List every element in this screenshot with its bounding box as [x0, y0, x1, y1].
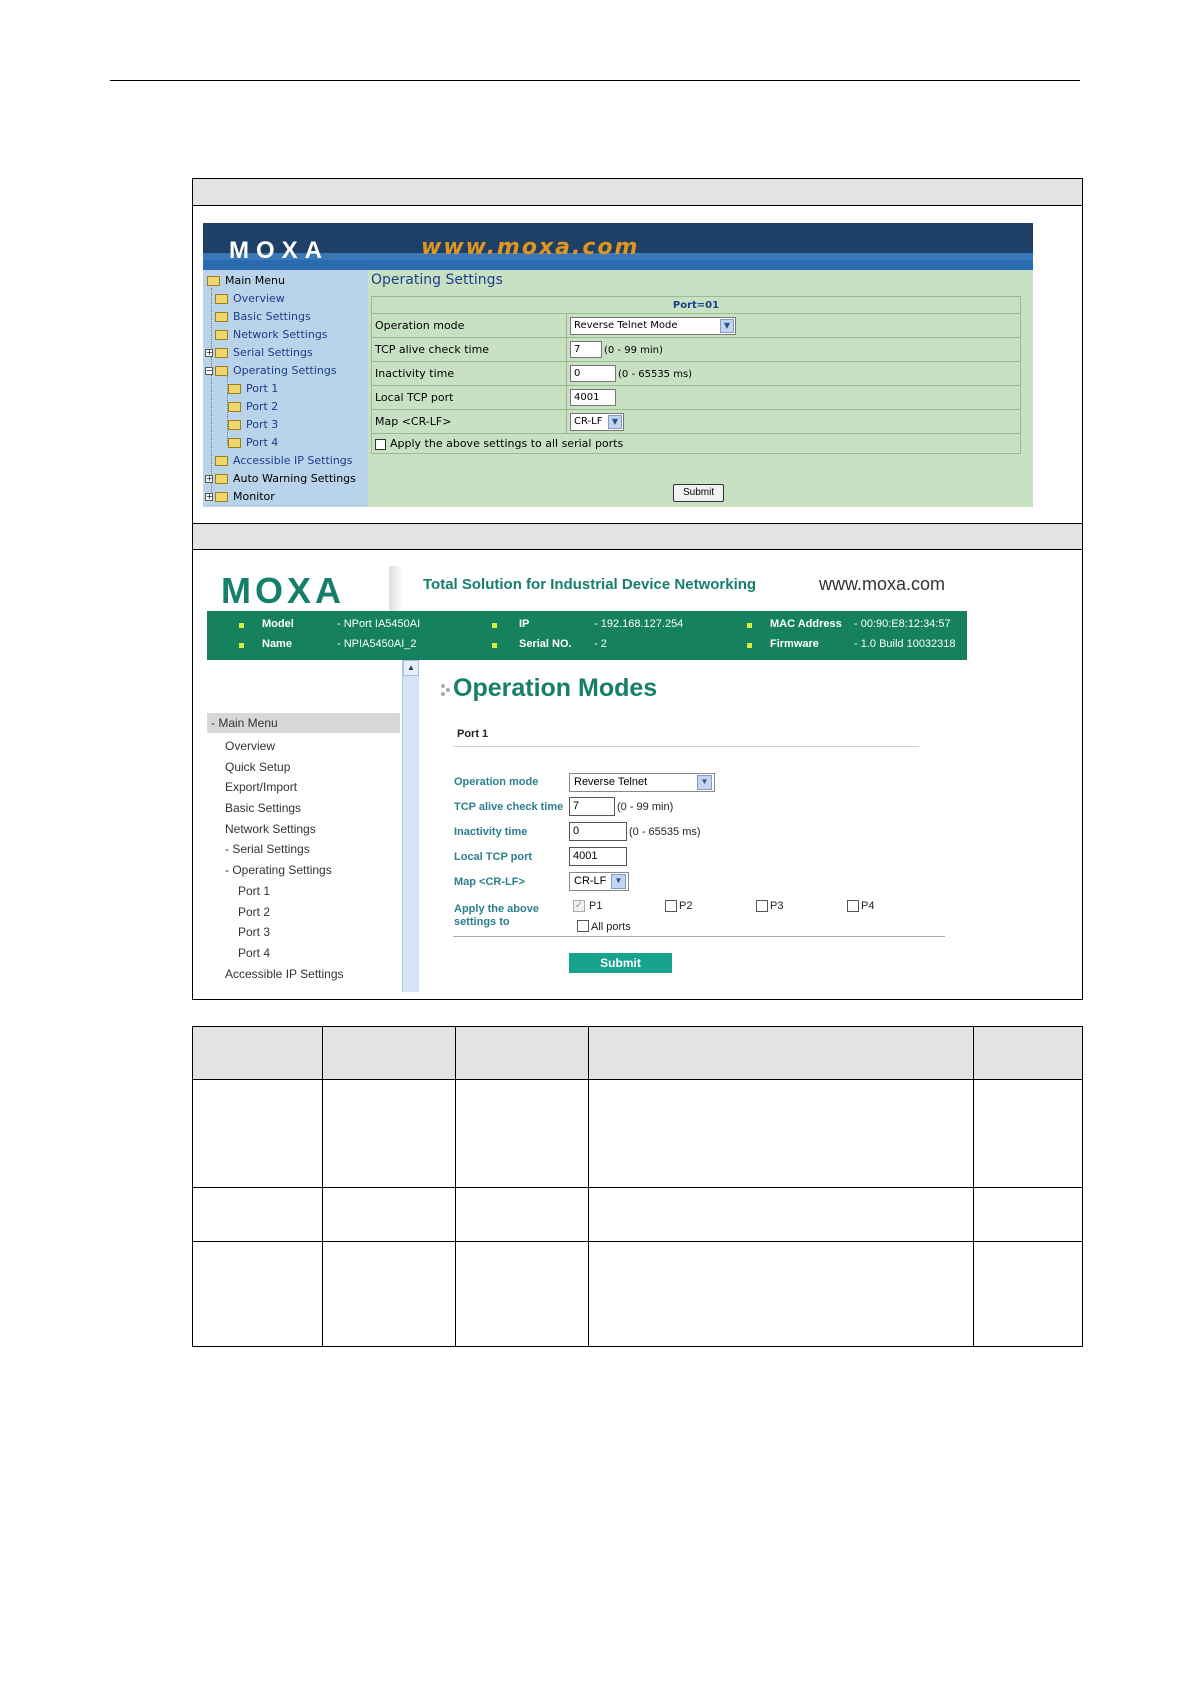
- bullet-icon: [747, 623, 752, 628]
- folder-icon: [228, 420, 241, 430]
- new-main-panel: [419, 660, 967, 992]
- port-header: Port=01: [372, 297, 1021, 314]
- firmware-label: Firmware: [770, 638, 819, 650]
- tcp-alive-input[interactable]: 7: [570, 341, 602, 358]
- divider: [453, 936, 945, 937]
- expand-icon[interactable]: +: [206, 347, 213, 357]
- inactivity-range: (0 - 65535 ms): [629, 826, 701, 838]
- sidebar-item-accessible-ip[interactable]: Accessible IP Settings: [225, 967, 344, 981]
- expand-icon[interactable]: +: [206, 491, 213, 501]
- moxa-url: www.moxa.com: [421, 235, 640, 260]
- device-info-bar: [207, 611, 967, 660]
- bullet-icon: [747, 643, 752, 648]
- sidebar-item-overview[interactable]: Overview: [215, 292, 285, 305]
- map-select[interactable]: CR-LF ▼: [570, 413, 624, 431]
- local-tcp-input[interactable]: 4001: [570, 389, 616, 406]
- map-select[interactable]: CR-LF ▼: [569, 872, 629, 891]
- ip-value: - 192.168.127.254: [594, 618, 684, 630]
- screenshot-frame: [192, 178, 1083, 1000]
- sidebar-item-operating-settings[interactable]: - Operating Settings: [225, 863, 332, 877]
- sidebar-item-operating-settings[interactable]: − Operating Settings: [206, 364, 337, 377]
- folder-open-icon: [207, 276, 220, 286]
- operation-mode-label: Operation mode: [454, 776, 539, 788]
- main-menu-header[interactable]: - Main Menu: [207, 713, 400, 733]
- chevron-down-icon: ▼: [611, 874, 626, 889]
- all-ports-label: All ports: [591, 921, 631, 933]
- map-label: Map <CR-LF>: [454, 876, 525, 888]
- divider: [453, 746, 919, 747]
- site-url: www.moxa.com: [819, 574, 946, 594]
- local-tcp-label: Local TCP port: [454, 851, 533, 863]
- sidebar-item-port-2[interactable]: Port 2: [238, 905, 271, 919]
- tcp-alive-range: (0 - 99 min): [604, 344, 663, 356]
- folder-icon: [228, 402, 241, 412]
- sidebar-item-port-1[interactable]: Port 1: [238, 884, 271, 898]
- sidebar-item-basic-settings[interactable]: Basic Settings: [225, 801, 302, 815]
- model-value: - NPort IA5450AI: [337, 618, 421, 630]
- new-sidebar: [207, 660, 402, 992]
- bullet-icon: [239, 643, 244, 648]
- bullet-icon: [492, 623, 497, 628]
- tagline: Total Solution for Industrial Device Networking: [423, 576, 757, 593]
- moxa-logo: MOXA: [221, 570, 345, 611]
- old-sidebar: [203, 270, 368, 507]
- apply-label-line1: Apply the above: [454, 903, 539, 915]
- port-p1-label: P1: [589, 900, 603, 912]
- expand-icon[interactable]: +: [206, 473, 213, 483]
- operation-mode-label: Operation mode: [372, 314, 567, 338]
- table-header-row: [193, 1027, 1083, 1080]
- folder-icon: [215, 294, 228, 304]
- bullet-icon: [239, 623, 244, 628]
- old-banner: [203, 223, 1033, 270]
- tcp-alive-label: TCP alive check time: [372, 338, 567, 362]
- table-row: [193, 1242, 1083, 1347]
- inactivity-label: Inactivity time: [454, 826, 528, 838]
- all-ports-checkbox[interactable]: [577, 920, 589, 932]
- apply-all-checkbox[interactable]: [375, 439, 386, 450]
- port-p4-label: P4: [861, 900, 875, 912]
- apply-label-line2: settings to: [454, 916, 510, 928]
- folder-icon: [215, 474, 228, 484]
- page-title: Operation Modes: [453, 674, 658, 702]
- sidebar-item-port-2[interactable]: Port 2: [228, 400, 278, 413]
- name-label: Name: [262, 638, 292, 650]
- apply-all-label: Apply the above settings to all serial ports: [390, 437, 624, 450]
- map-label: Map <CR-LF>: [372, 410, 567, 434]
- old-web-console: [203, 223, 1033, 507]
- folder-open-icon: [215, 366, 228, 376]
- folder-icon: [228, 438, 241, 448]
- chevron-down-icon: ▼: [720, 319, 734, 333]
- inactivity-range: (0 - 65535 ms): [618, 368, 693, 380]
- inactivity-input[interactable]: 0: [569, 822, 627, 841]
- port-p3-label: P3: [770, 900, 784, 912]
- port-p3-checkbox[interactable]: [756, 900, 768, 912]
- sidebar-item-port-4[interactable]: Port 4: [238, 946, 271, 960]
- sidebar-item-serial-settings[interactable]: - Serial Settings: [225, 842, 310, 856]
- sidebar-item-network-settings[interactable]: Network Settings: [225, 822, 316, 836]
- ip-label: IP: [519, 618, 530, 630]
- sidebar-item-port-1[interactable]: Port 1: [228, 382, 278, 395]
- folder-icon: [215, 330, 228, 340]
- caption-bar-old: [193, 179, 1082, 206]
- sidebar-item-overview[interactable]: Overview: [225, 739, 276, 753]
- inactivity-input[interactable]: 0: [570, 365, 616, 382]
- sidebar-item-port-3[interactable]: Port 3: [238, 925, 271, 939]
- port-label: Port 1: [457, 728, 489, 740]
- chevron-down-icon: ▼: [608, 415, 622, 429]
- sidebar-scrollbar[interactable]: [402, 660, 419, 992]
- serial-label: Serial NO.: [519, 638, 572, 650]
- page-title: Operating Settings: [371, 272, 503, 288]
- submit-button[interactable]: Submit: [673, 484, 724, 502]
- sidebar-item-port-3[interactable]: Port 3: [228, 418, 278, 431]
- operation-mode-select[interactable]: Reverse Telnet ▼: [569, 773, 715, 792]
- folder-icon: [215, 312, 228, 322]
- inactivity-label: Inactivity time: [372, 362, 567, 386]
- mac-label: MAC Address: [770, 618, 842, 630]
- folder-icon: [215, 456, 228, 466]
- table-row: [193, 1188, 1083, 1242]
- local-tcp-input[interactable]: 4001: [569, 847, 627, 866]
- header-rule: [110, 80, 1080, 81]
- moxa-logo: MOXA: [229, 237, 329, 264]
- sidebar-item-main-menu[interactable]: Main Menu: [207, 274, 285, 287]
- sidebar-item-basic-settings[interactable]: Basic Settings: [215, 310, 311, 323]
- tcp-alive-label: TCP alive check time: [454, 801, 564, 813]
- firmware-value: - 1.0 Build 10032318: [854, 638, 956, 650]
- chevron-down-icon: ▼: [697, 775, 712, 790]
- model-label: Model: [262, 618, 294, 630]
- submit-button[interactable]: Submit: [569, 953, 672, 973]
- old-main-panel: [368, 270, 1033, 507]
- folder-icon: [215, 348, 228, 358]
- title-bullet-icon: [441, 684, 453, 696]
- port-p1-checkbox: ✓: [574, 900, 584, 911]
- settings-table: [371, 296, 1021, 454]
- scroll-up-icon[interactable]: ▲: [403, 660, 419, 676]
- sidebar-item-auto-warning[interactable]: + Auto Warning Settings: [206, 472, 356, 485]
- table-row: [193, 1080, 1083, 1188]
- operation-mode-select[interactable]: Reverse Telnet Mode ▼: [570, 317, 736, 335]
- sidebar-item-quick-setup[interactable]: Quick Setup: [225, 760, 291, 774]
- mac-value: - 00:90:E8:12:34:57: [854, 618, 951, 630]
- folder-icon: [228, 384, 241, 394]
- sidebar-item-serial-settings[interactable]: + Serial Settings: [206, 346, 313, 359]
- new-web-console: [207, 566, 1027, 992]
- collapse-icon[interactable]: −: [206, 365, 213, 375]
- sidebar-item-port-4[interactable]: Port 4: [228, 436, 278, 449]
- new-header: [207, 566, 967, 611]
- sidebar-item-export-import[interactable]: Export/Import: [225, 780, 298, 794]
- folder-icon: [215, 492, 228, 502]
- tcp-alive-input[interactable]: 7: [569, 797, 615, 816]
- tcp-alive-range: (0 - 99 min): [617, 801, 674, 813]
- port-p4-checkbox[interactable]: [847, 900, 859, 912]
- sidebar-item-monitor[interactable]: + Monitor: [206, 490, 275, 503]
- caption-bar-new: [193, 523, 1082, 550]
- name-value: - NPIA5450AI_2: [337, 638, 417, 650]
- port-p2-checkbox[interactable]: [665, 900, 677, 912]
- serial-value: - 2: [594, 638, 607, 650]
- parameter-table: [192, 1026, 1083, 1347]
- sidebar-item-accessible-ip[interactable]: Accessible IP Settings: [215, 454, 353, 467]
- local-tcp-label: Local TCP port: [372, 386, 567, 410]
- bullet-icon: [492, 643, 497, 648]
- sidebar-item-network-settings[interactable]: Network Settings: [215, 328, 328, 341]
- port-p2-label: P2: [679, 900, 693, 912]
